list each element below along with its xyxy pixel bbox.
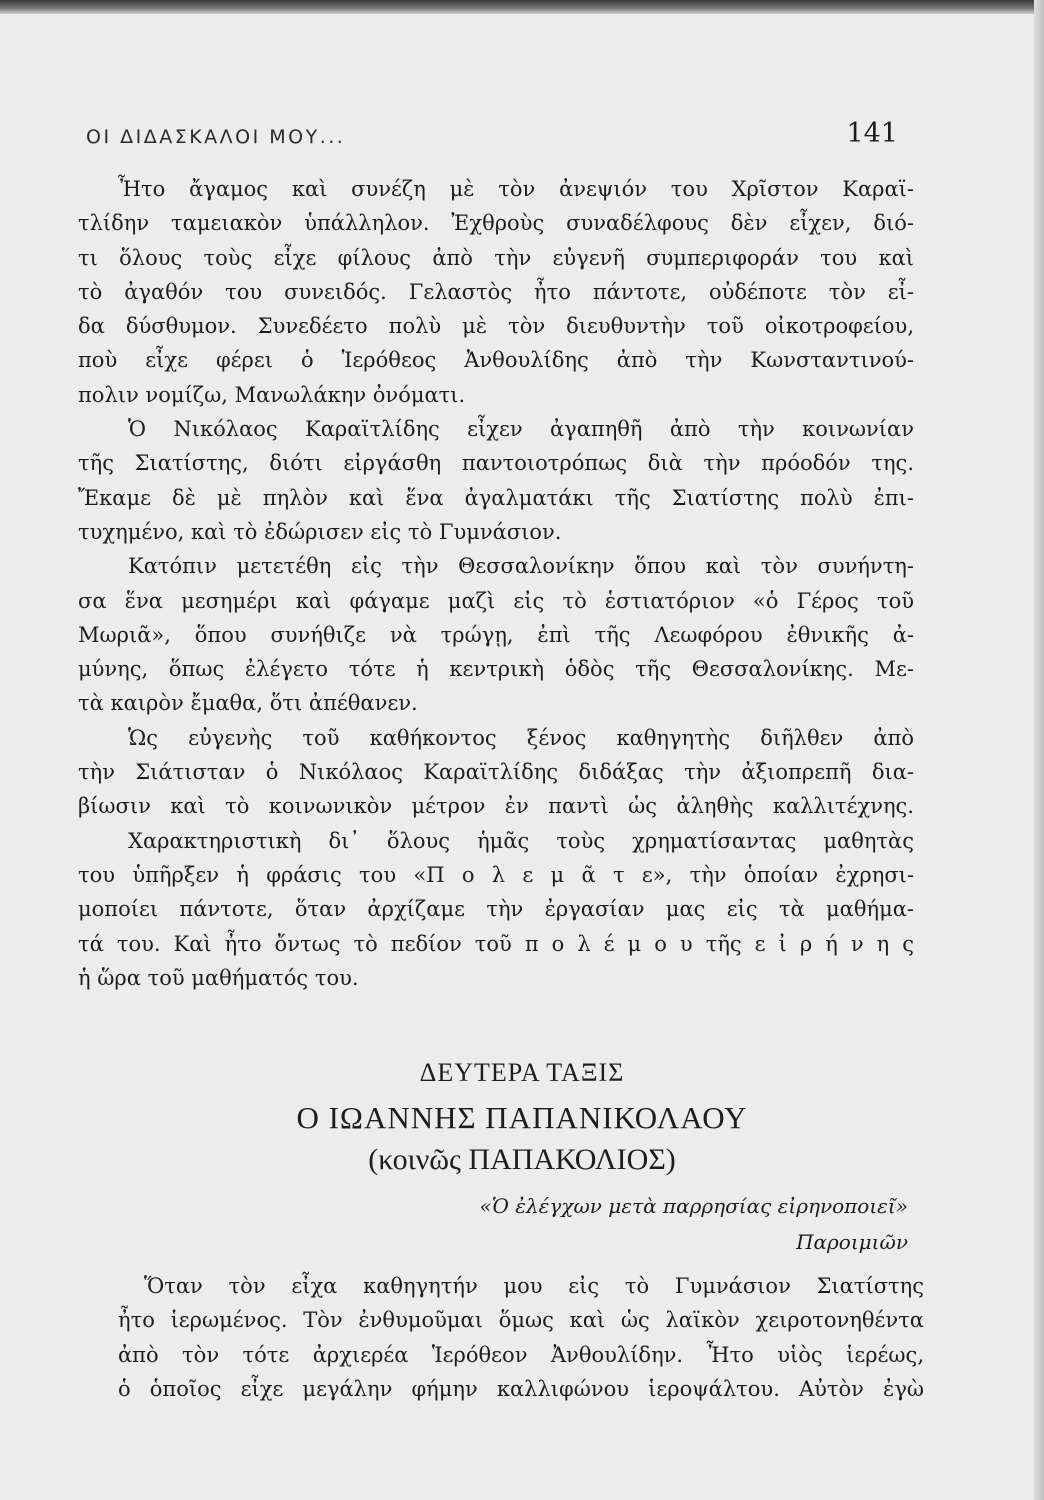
page-number: 141 (846, 118, 898, 149)
text-line: τι ὅλους τοὺς εἶχε φίλους ἀπὸ τὴν εὐγενῆ συμπεριφοράν του καὶ (78, 245, 914, 270)
text-line: βίωσιν καὶ τὸ κοινωνικὸν μέτρον ἐν παντὶ ὡς ἀληθὴς καλλιτέχνης. (78, 794, 914, 819)
text-line: μύνης, ὅπως ἐλέγετο τότε ἡ κεντρικὴ ὁδὸς τῆς Θεσσαλονίκης. Με- (78, 657, 914, 682)
body-text (78, 172, 914, 995)
text-line: ἦτο ἱερωμένος. Τὸν ἐνθυμοῦμαι ὅμως καὶ ὡς λαϊκὸν χειροτονηθέντα (118, 1308, 924, 1333)
text-line: δα δύσθυμον. Συνεδέετο πολὺ μὲ τὸν διευθυντὴν τοῦ οἰκοτροφείου, (78, 314, 914, 339)
text-line: τὸ ἀγαθόν του συνειδός. Γελαστὸς ἦτο πάντοτε, οὐδέποτε τὸν εἶ- (78, 279, 914, 304)
epigraph-quote: «Ὁ ἐλέγχων μετὰ παρρησίας εἰρηνοποιεῖ» (479, 1194, 908, 1218)
body-text-section-2 (118, 1269, 924, 1406)
epigraph (479, 1188, 908, 1260)
text-line: ὁ ὁποῖος εἶχε μεγάλην φήμην καλλιφώνου ἱεροψάλτου. Αὐτὸν ἐγὼ (118, 1376, 924, 1401)
section-subtitle: (κοινῶς ΠΑΠΑΚΟΛΙΟΣ) (368, 1143, 676, 1176)
text-line: Ὡς εὐγενὴς τοῦ καθήκοντος ξένος καθηγητὴς διῆλθεν ἀπὸ (128, 725, 914, 750)
text-line: Ὁ Νικόλαος Καραϊτλίδης εἶχεν ἀγαπηθῆ ἀπὸ τὴν κοινωνίαν (128, 417, 914, 442)
page-top-shadow (0, 0, 1044, 14)
text-line: μοποίει πάντοτε, ὅταν ἀρχίζαμε τὴν ἐργασίαν μας εἰς τὰ μαθήμα- (78, 897, 914, 922)
running-title: ΟΙ ΔΙΔΑΣΚΑΛΟΙ ΜΟΥ... (86, 126, 346, 148)
text-line: τά του. Καὶ ἦτο ὄντως τὸ πεδίον τοῦ π ο λ έ μ ο υ τῆς ε ἰ ρ ή ν η ς (78, 931, 914, 956)
text-line: Κατόπιν μετετέθη εἰς τὴν Θεσσαλονίκην ὅπου καὶ τὸν συνήντη- (128, 554, 914, 579)
text-line: του ὑπῆρξεν ἡ φράσις του «Π ο λ ε μ ᾶ τ ε», τὴν ὁποίαν ἐχρησι- (78, 862, 914, 887)
text-line: τῆς Σιατίστης, διότι εἰργάσθη παντοιοτρόπως διὰ τὴν πρόοδόν της. (78, 451, 914, 476)
text-line: ποὺ εἶχε φέρει ὁ Ἱερόθεος Ἀνθουλίδης ἀπὸ τὴν Κωνσταντινού- (78, 348, 914, 373)
text-line: τυχημένο, καὶ τὸ ἐδώρισεν εἰς τὸ Γυμνάσιον. (78, 519, 562, 544)
text-line: ἡ ὥρα τοῦ μαθήματός του. (78, 965, 359, 990)
text-line: ἀπὸ τὸν τότε ἀρχιερέα Ἱερόθεον Ἀνθουλίδην. Ἦτο υἱὸς ἱερέως, (118, 1342, 924, 1367)
text-line: Χαρακτηριστικὴ δι᾽ ὅλους ἡμᾶς τοὺς χρηματίσαντας μαθητὰς (128, 828, 914, 853)
text-line: πολιν νομίζω, Μανωλάκην ὀνόματι. (78, 382, 466, 407)
text-line: Ἔκαμε δὲ μὲ πηλὸν καὶ ἕνα ἀγαλματάκι τῆς Σιατίστης πολὺ ἐπι- (78, 485, 914, 510)
text-line: Ἦτο ἄγαμος καὶ συνέζη μὲ τὸν ἀνεψιόν του Χρῖστον Καραϊ- (118, 177, 914, 201)
text-line: σα ἕνα μεσημέρι καὶ φάγαμε μαζὶ εἰς τὸ ἑστιατόριον «ὁ Γέρος τοῦ (78, 588, 914, 613)
text-line: τὴν Σιάτισταν ὁ Νικόλαος Καραϊτλίδης διδάξας τὴν ἀξιοπρεπῆ δια- (78, 760, 914, 785)
text-line: Μωριᾶ», ὅπου συνήθιζε νὰ τρώγῃ, ἐπὶ τῆς Λεωφόρου ἐθνικῆς ἀ- (78, 622, 914, 647)
text-line: τλίδην ταμειακὸν ὑπάλληλον. Ἐχθροὺς συναδέλφους δὲν εἶχεν, διό- (78, 211, 914, 236)
page-header (86, 118, 898, 158)
section-label: ΔΕΥΤΕΡΑ ΤΑΞΙΣ (419, 1058, 625, 1087)
text-line: Ὅταν τὸν εἶχα καθηγητήν μου εἰς τὸ Γυμνάσιον Σιατίστης (144, 1274, 924, 1298)
epigraph-source: Παροιμιῶν (796, 1230, 908, 1254)
text-line: τὰ καιρὸν ἔμαθα, ὅτι ἀπέθανεν. (78, 691, 418, 716)
page-edge-shadow (1034, 0, 1044, 1500)
section-title: Ο ΙΩΑΝΝΗΣ ΠΑΠΑΝΙΚΟΛΑΟΥ (296, 1100, 748, 1135)
